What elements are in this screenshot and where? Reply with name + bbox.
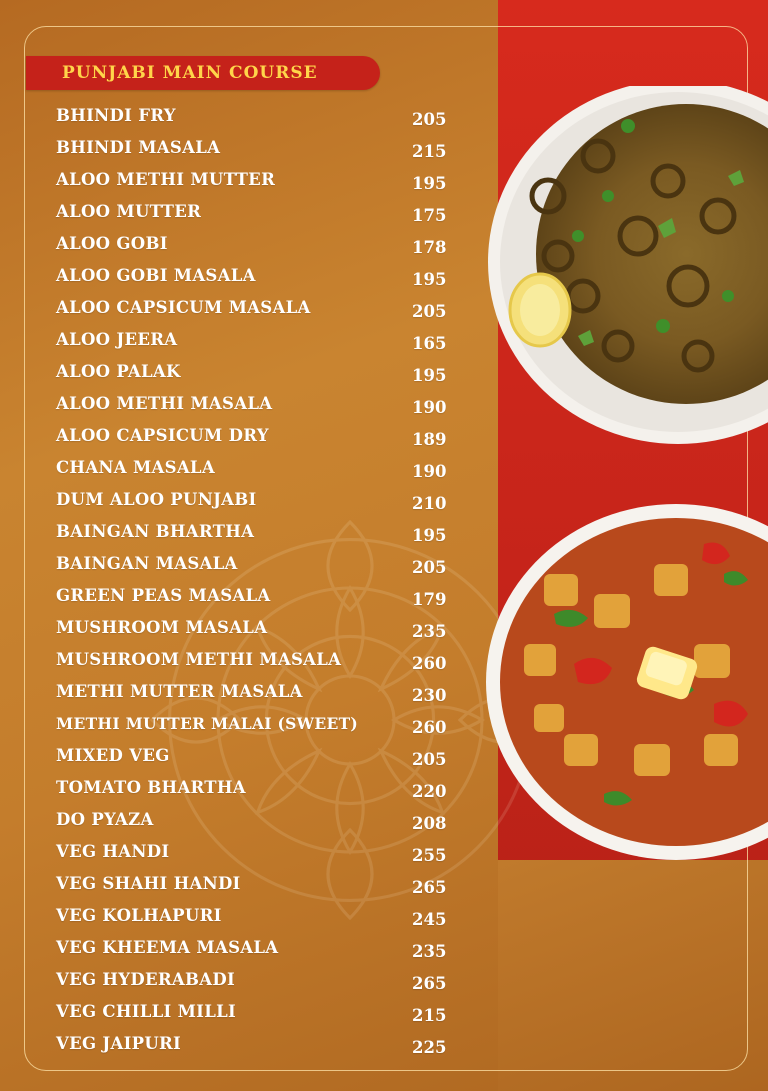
menu-item-name: VEG KHEEMA MASALA [56, 938, 279, 957]
menu-item-name: DUM ALOO PUNJABI [56, 490, 257, 509]
menu-item-name: ALOO METHI MUTTER [56, 170, 276, 189]
menu-item-price: 260 [412, 654, 447, 673]
section-title: PUNJABI MAIN COURSE [62, 63, 318, 83]
menu-item-name: ALOO METHI MASALA [56, 394, 273, 413]
menu-item-name: BAINGAN MASALA [56, 554, 238, 573]
menu-item-name: ALOO PALAK [56, 362, 181, 381]
menu-item-name: MUSHROOM METHI MASALA [56, 650, 342, 669]
menu-item-name: TOMATO BHARTHA [56, 778, 246, 797]
menu-item-price: 195 [412, 366, 447, 385]
menu-item-price: 230 [412, 686, 447, 705]
menu-item-price: 190 [412, 398, 447, 417]
menu-item-price: 189 [412, 430, 447, 449]
menu-item-name: VEG HYDERABADI [56, 970, 235, 989]
menu-item-price: 195 [412, 270, 447, 289]
menu-item-price: 225 [412, 1038, 447, 1057]
menu-item-price: 205 [412, 302, 447, 321]
menu-item-price: 195 [412, 526, 447, 545]
menu-item-price: 210 [412, 494, 447, 513]
menu-item-name: ALOO GOBI [56, 234, 168, 253]
menu-item-name: ALOO MUTTER [56, 202, 202, 221]
menu-item-name: METHI MUTTER MALAI (SWEET) [56, 714, 359, 733]
menu-item-name: BAINGAN BHARTHA [56, 522, 255, 541]
menu-item-price: 255 [412, 846, 447, 865]
menu-item-price: 245 [412, 910, 447, 929]
menu-item-price: 205 [412, 110, 447, 129]
menu-item-name: BHINDI FRY [56, 106, 176, 125]
menu-item-price: 215 [412, 1006, 447, 1025]
menu-item-price: 178 [412, 238, 447, 257]
menu-item-price: 220 [412, 782, 447, 801]
menu-item-name: GREEN PEAS MASALA [56, 586, 271, 605]
menu-item-price: 190 [412, 462, 447, 481]
menu-item-price: 235 [412, 942, 447, 961]
menu-item-name: ALOO CAPSICUM MASALA [56, 298, 311, 317]
menu-item-name: VEG KOLHAPURI [56, 906, 222, 925]
menu-item-price: 205 [412, 750, 447, 769]
aloo-capsicum-bowl-image [484, 504, 768, 864]
menu-item-name: VEG JAIPURI [56, 1034, 182, 1053]
menu-item-name: VEG CHILLI MILLI [56, 1002, 237, 1021]
menu-item-name: VEG HANDI [56, 842, 170, 861]
menu-item-name: CHANA MASALA [56, 458, 215, 477]
menu-item-price: 208 [412, 814, 447, 833]
menu-item-price: 195 [412, 174, 447, 193]
menu-item-name: ALOO JEERA [56, 330, 178, 349]
menu-item-name: MUSHROOM MASALA [56, 618, 268, 637]
menu-item-price: 215 [412, 142, 447, 161]
menu-item-price: 260 [412, 718, 447, 737]
menu-item-price: 165 [412, 334, 447, 353]
bhindi-fry-plate-image [488, 86, 768, 446]
menu-item-price: 179 [412, 590, 447, 609]
menu-item-name: DO PYAZA [56, 810, 154, 829]
menu-item-name: BHINDI MASALA [56, 138, 221, 157]
menu-item-price: 175 [412, 206, 447, 225]
menu-item-price: 265 [412, 878, 447, 897]
menu-item-name: ALOO CAPSICUM DRY [56, 426, 269, 445]
menu-item-name: METHI MUTTER MASALA [56, 682, 303, 701]
menu-item-name: VEG SHAHI HANDI [56, 874, 241, 893]
menu-item-name: ALOO GOBI MASALA [56, 266, 256, 285]
menu-item-name: MIXED VEG [56, 746, 170, 765]
menu-item-price: 265 [412, 974, 447, 993]
menu-item-price: 205 [412, 558, 447, 577]
menu-item-price: 235 [412, 622, 447, 641]
